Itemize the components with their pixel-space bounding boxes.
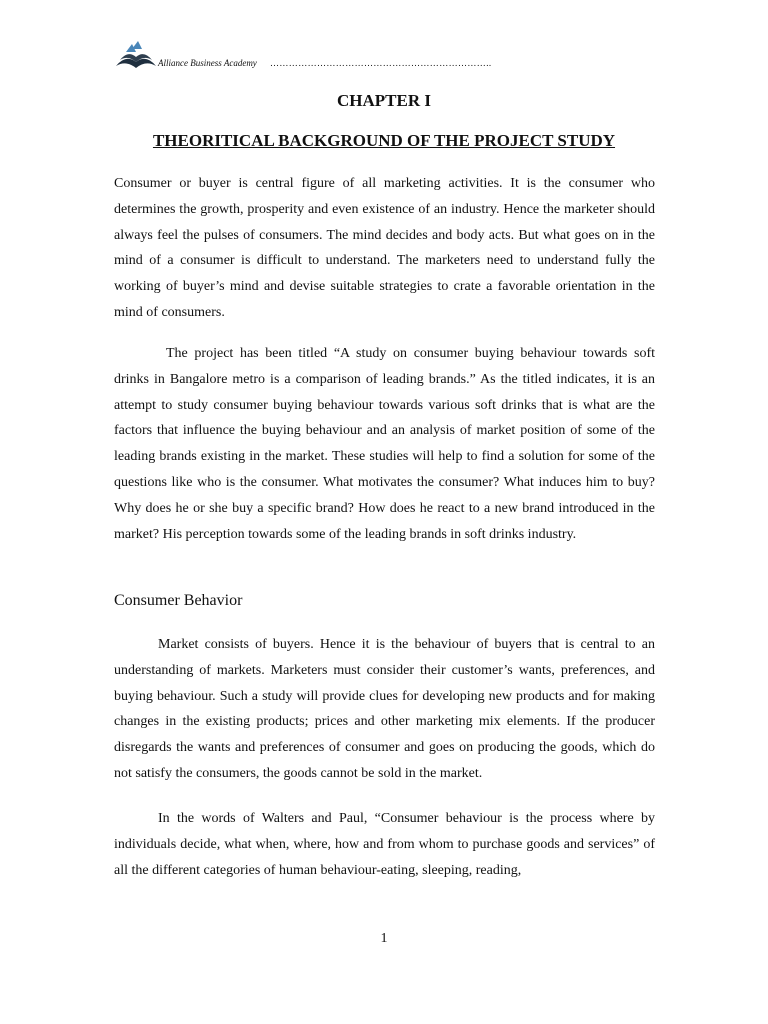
paragraph-intro: Consumer or buyer is central figure of all marketing activities. It is the consumer who determines the growth, prosperity and even existence of an industry. Hence the marketer should always feel the pulses of consumers. The mind decides and body acts. But what goes on in the mind of a consumer is difficult to understand. The marketers need to understand fully the working of buyer’s mind and devise suitable strategies to crate a favorable orientation in the mind of consumers. (114, 176, 655, 320)
paragraph-market: Market consists of buyers. Hence it is the behaviour of buyers that is central to an understanding of markets. Marketers must consider their customer’s wants, preferences, and buying behaviour. Such a study will provide clues for developing new products and for making changes in the existing products; prices and other marketing mix elements. If the producer disregards the wants and preferences of consumer and goes on producing the goods, which do not satisfy the consumers, the goods cannot be sold in the market. (114, 637, 655, 781)
page-number: 1 (380, 931, 388, 946)
section-heading: Consumer Behavior (114, 592, 243, 609)
paragraph-project: The project has been titled “A study on consumer buying behaviour towards soft drinks in Bangalore metro is a comparison of leading brands.” As the titled indicates, it is an attempt to study consumer buying behaviour towards various soft drinks that is what are the factors that influence the buying behaviour and an analysis of market position of some of the leading brands existing in the market. These studies will help to find a solution for some of the questions like who is the consumer. What motivates the consumer? What induces him to buy? Why does he or she buy a specific brand? How does he react to a new brand introduced in the market? His perception towards some of the leading brands in soft drinks industry. (114, 346, 655, 542)
header-academy-name: Alliance Business Academy (158, 58, 257, 68)
chapter-label: CHAPTER I (337, 91, 431, 110)
header-dots: …………………………………………………………….. (270, 58, 492, 68)
paragraph-definition: In the words of Walters and Paul, “Consumer behaviour is the process where by individuals decide, what when, where, how and from whom to purchase goods and services” of all the different categories of human behaviour-eating, sleeping, reading, (114, 811, 655, 878)
page-header (114, 40, 514, 70)
academy-logo-icon (114, 40, 158, 70)
page-title: THEORITICAL BACKGROUND OF THE PROJECT STUDY (152, 131, 616, 150)
